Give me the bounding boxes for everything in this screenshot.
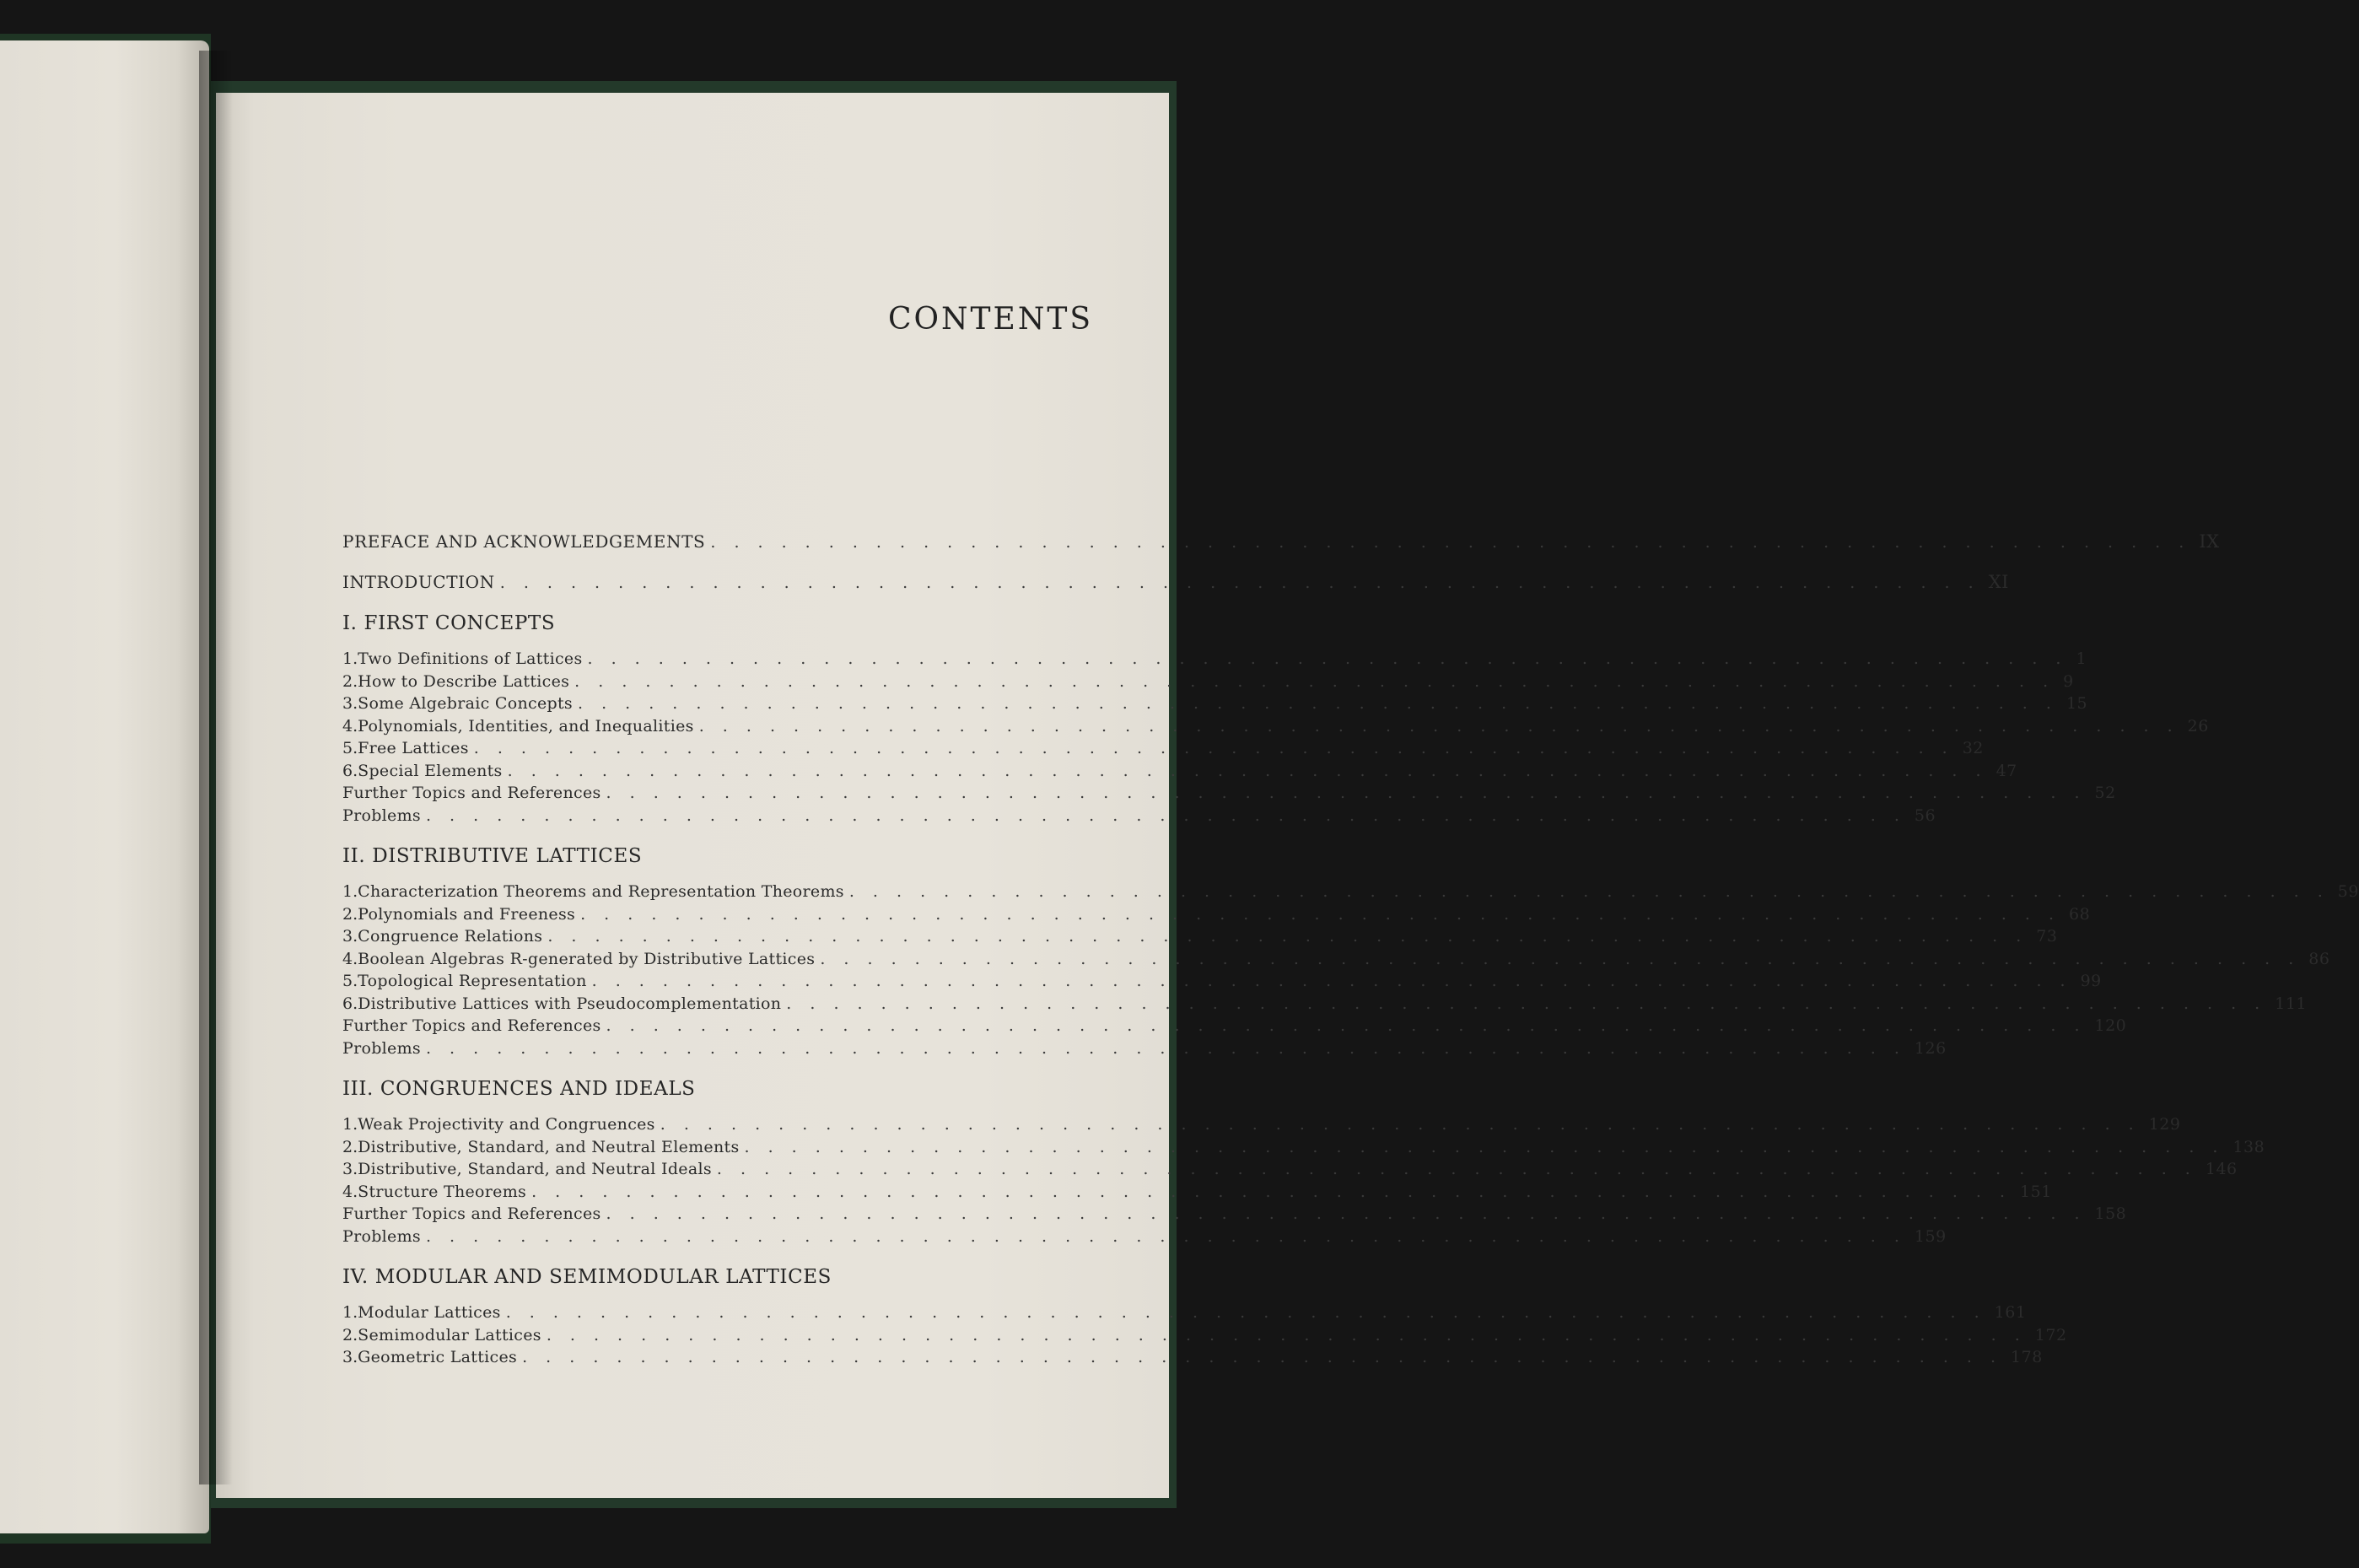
leader-dots: . . . . . . . . . . . . . . . . . . . . . . . . . . . . . . . . . . . . . . . . . . . . . . . . . . . . . . . . . . . . . . . bbox=[547, 927, 2028, 946]
toc-entry[interactable] bbox=[342, 1160, 2238, 1180]
toc-page-number: 59 bbox=[2337, 882, 2359, 901]
toc-entry[interactable] bbox=[342, 1016, 2127, 1037]
toc-entry[interactable] bbox=[342, 694, 2088, 714]
leader-dots: . . . . . . . . . . . . . . . . . . . . . . . . . . . . . . . . . . . . . . . . . . . . . . . . . . . . . . . . . . . . . . . bbox=[786, 994, 2267, 1013]
toc-page-number: 56 bbox=[1914, 806, 1936, 825]
page-title: CONTENTS bbox=[887, 302, 1093, 337]
toc-entry[interactable] bbox=[342, 1137, 2265, 1158]
leader-dots: . . . . . . . . . . . . . . . . . . . . . . . . . . . . . . . . . . . . . . . . . . . . . . . . . . . . . . . . . . . . . . . bbox=[698, 716, 2179, 736]
toc-entry-number: 2. bbox=[342, 1325, 358, 1344]
toc-page-number: 111 bbox=[2275, 994, 2307, 1013]
leader-dots: . . . . . . . . . . . . . . . . . . . . . . . . . . . . . . . . . . . . . . . . . . . . . . . . . . . . . . . . . . . . . . . bbox=[580, 904, 2061, 924]
contents-page bbox=[216, 93, 2359, 1498]
toc-entry-title: INTRODUCTION bbox=[342, 572, 495, 592]
toc-entry[interactable] bbox=[342, 671, 2074, 692]
toc-entry-title: Weak Projectivity and Congruences bbox=[358, 1115, 655, 1134]
toc-entry[interactable] bbox=[342, 972, 2102, 992]
toc-front-entry[interactable] bbox=[342, 531, 2220, 553]
leader-dots: . . . . . . . . . . . . . . . . . . . . . . . . . . . . . . . . . . . . . . . . . . . . . . . . . . . . . . . . . . . . . . . bbox=[577, 694, 2058, 713]
toc-page-number: 178 bbox=[2011, 1348, 2043, 1366]
toc-entry[interactable] bbox=[342, 904, 2091, 925]
toc-entry[interactable] bbox=[342, 716, 2209, 737]
toc-entry[interactable] bbox=[342, 649, 2087, 670]
leader-dots: . . . . . . . . . . . . . . . . . . . . . . . . . . . . . . . . . . . . . . . . . . . . . . . . . . . . . . . . . . . . . . . bbox=[606, 1016, 2087, 1035]
toc-entry-title: Polynomials, Identities, and Inequalities bbox=[358, 716, 694, 736]
toc-entry-number: 1. bbox=[342, 1115, 358, 1134]
leader-dots: . . . . . . . . . . . . . . . . . . . . . . . . . . . . . . . . . . . . . . . . . . . . . . . . . . . . . . . . . . . . . . . bbox=[606, 1204, 2087, 1223]
leader-dots: . . . . . . . . . . . . . . . . . . . . . . . . . . . . . . . . . . . . . . . . . . . . . . . . . . . . . . . . . . . . . . . bbox=[507, 761, 1988, 780]
toc-entry[interactable] bbox=[342, 761, 2017, 782]
toc-page-number: 52 bbox=[2094, 784, 2116, 802]
toc-entry-title: Boolean Algebras R-generated by Distributive Lattices bbox=[358, 949, 816, 968]
toc-entry-number: 3. bbox=[342, 1348, 358, 1366]
leader-dots: . . . . . . . . . . . . . . . . . . . . . . . . . . . . . . . . . . . . . . . . . . . . . . . . . . . . . . . . . . . . . . . bbox=[660, 1115, 2141, 1134]
leader-dots: . . . . . . . . . . . . . . . . . . . . . . . . . . . . . . . . . . . . . . . . . . . . . . . . . . . . . . . . . . . . . . . bbox=[425, 1038, 1906, 1058]
leader-dots: . . . . . . . . . . . . . . . . . . . . . . . . . . . . . . . . . . . . . . . . . . . . . . . . . . . . . . . . . . . . . . . bbox=[522, 1348, 2003, 1366]
leader-dots: . . . . . . . . . . . . . . . . . . . . . . . . . . . . . . . . . . . . . . . . . . . . . . . . . . . . . . . . . . . . . . . bbox=[587, 649, 2068, 668]
leader-dots: . . . . . . . . . . . . . . . . . . . . . . . . . . . . . . . . . . . . . . . . . . . . . . . . . . . . . . . . . . . . . . . bbox=[591, 972, 2072, 990]
toc-entry-title: Geometric Lattices bbox=[358, 1348, 518, 1366]
toc-page-number: 138 bbox=[2232, 1137, 2265, 1156]
toc-entry[interactable] bbox=[342, 739, 1984, 759]
toc-page-number: 99 bbox=[2080, 972, 2102, 990]
toc-entry[interactable] bbox=[342, 949, 2330, 970]
toc-entry-title: Problems bbox=[342, 806, 421, 825]
toc-page-number: 32 bbox=[1962, 739, 1984, 757]
leader-dots: . . . . . . . . . . . . . . . . . . . . . . . . . . . . . . . . . . . . . . . . . . . . . . . . . . . . . . . . . . . . . . . bbox=[710, 533, 2191, 552]
toc-entry-number: 4. bbox=[342, 1182, 358, 1201]
toc-entry-title: PREFACE AND ACKNOWLEDGEMENTS bbox=[342, 531, 706, 552]
leader-dots: . . . . . . . . . . . . . . . . . . . . . . . . . . . . . . . . . . . . . . . . . . . . . . . . . . . . . . . . . . . . . . . bbox=[744, 1137, 2225, 1156]
toc-entry[interactable] bbox=[342, 882, 2359, 903]
toc-page-number: IX bbox=[2199, 531, 2220, 552]
leader-dots: . . . . . . . . . . . . . . . . . . . . . . . . . . . . . . . . . . . . . . . . . . . . . . . . . . . . . . . . . . . . . . . bbox=[531, 1182, 2012, 1201]
toc-front-entry[interactable] bbox=[342, 572, 2009, 594]
toc-entry-number: 1. bbox=[342, 882, 358, 901]
toc-entry-title: Two Definitions of Lattices bbox=[358, 649, 583, 668]
toc-entry-title: Characterization Theorems and Representation Theorems bbox=[358, 882, 844, 901]
toc-entry[interactable] bbox=[342, 1348, 2043, 1368]
leader-dots: . . . . . . . . . . . . . . . . . . . . . . . . . . . . . . . . . . . . . . . . . . . . . . . . . . . . . . . . . . . . . . . bbox=[574, 671, 2055, 691]
toc-entry-number: 1. bbox=[342, 649, 358, 668]
toc-page-number: 47 bbox=[1995, 761, 2017, 780]
toc-entry-title: Some Algebraic Concepts bbox=[358, 694, 573, 713]
toc-entry-title: Distributive, Standard, and Neutral Elements bbox=[358, 1137, 740, 1156]
leader-dots: . . . . . . . . . . . . . . . . . . . . . . . . . . . . . . . . . . . . . . . . . . . . . . . . . . . . . . . . . . . . . . . bbox=[546, 1325, 2027, 1344]
toc-entry-number: 5. bbox=[342, 972, 358, 990]
toc-entry-number: 6. bbox=[342, 994, 358, 1013]
toc-entry-title: Semimodular Lattices bbox=[358, 1325, 541, 1344]
toc-page-number: 126 bbox=[1914, 1038, 1947, 1058]
toc-page-number: 172 bbox=[2034, 1325, 2067, 1344]
leader-dots: . . . . . . . . . . . . . . . . . . . . . . . . . . . . . . . . . . . . . . . . . . . . . . . . . . . . . . . . . . . . . . . bbox=[425, 806, 1906, 825]
toc-entry[interactable] bbox=[342, 927, 2058, 947]
toc-entry-number: 4. bbox=[342, 716, 358, 736]
leader-dots: . . . . . . . . . . . . . . . . . . . . . . . . . . . . . . . . . . . . . . . . . . . . . . . . . . . . . . . . . . . . . . . bbox=[606, 784, 2087, 802]
toc-entry-number: 3. bbox=[342, 694, 358, 713]
toc-entry-number: 2. bbox=[342, 904, 358, 924]
toc-entry-title: Distributive Lattices with Pseudocomplementation bbox=[358, 994, 782, 1013]
toc-entry-title: Topological Representation bbox=[358, 972, 587, 990]
toc-entry-number: 2. bbox=[342, 1137, 358, 1156]
toc-page-number: 120 bbox=[2094, 1016, 2127, 1035]
toc-entry-number: 3. bbox=[342, 1160, 358, 1178]
toc-page-number: 68 bbox=[2069, 904, 2091, 924]
toc-chapter-heading[interactable]: III. CONGRUENCES AND IDEALS bbox=[342, 1078, 696, 1100]
leader-dots: . . . . . . . . . . . . . . . . . . . . . . . . . . . . . . . . . . . . . . . . . . . . . . . . . . . . . . . . . . . . . . . bbox=[716, 1160, 2197, 1178]
toc-page-number: 86 bbox=[2308, 949, 2330, 968]
toc-entry[interactable] bbox=[342, 806, 1936, 827]
toc-entry-number: 1. bbox=[342, 1303, 358, 1322]
toc-entry[interactable] bbox=[342, 1182, 2052, 1203]
toc-entry-title: Special Elements bbox=[358, 761, 503, 780]
toc-entry-title: How to Describe Lattices bbox=[358, 671, 570, 691]
toc-page-number: 129 bbox=[2148, 1115, 2181, 1134]
toc-entry-number: 2. bbox=[342, 671, 358, 691]
toc-entry-title: Congruence Relations bbox=[358, 927, 543, 946]
toc-entry-title: Further Topics and References bbox=[342, 1016, 601, 1035]
toc-chapter-heading[interactable]: I. FIRST CONCEPTS bbox=[342, 612, 556, 634]
toc-entry-number: 6. bbox=[342, 761, 358, 780]
toc-page-number: 151 bbox=[2020, 1182, 2052, 1201]
toc-entry-title: Distributive, Standard, and Neutral Ideals bbox=[358, 1160, 712, 1178]
toc-entry-title: Free Lattices bbox=[358, 739, 469, 757]
toc-entry[interactable] bbox=[342, 1204, 2127, 1225]
toc-page-number: 15 bbox=[2065, 694, 2088, 713]
leader-dots: . . . . . . . . . . . . . . . . . . . . . . . . . . . . . . . . . . . . . . . . . . . . . . . . . . . . . . . . . . . . . . . bbox=[425, 1226, 1906, 1246]
toc-page-number: 26 bbox=[2187, 716, 2209, 736]
toc-page-number: 9 bbox=[2063, 671, 2074, 691]
toc-page-number: 161 bbox=[1994, 1303, 2027, 1322]
left-page bbox=[0, 40, 209, 1533]
toc-page-number: 1 bbox=[2076, 649, 2087, 668]
toc-entry[interactable] bbox=[342, 1226, 1947, 1247]
toc-chapter-heading[interactable]: II. DISTRIBUTIVE LATTICES bbox=[342, 845, 643, 867]
toc-entry-number: 3. bbox=[342, 927, 358, 946]
toc-entry[interactable] bbox=[342, 1115, 2181, 1135]
toc-chapter-heading[interactable]: IV. MODULAR AND SEMIMODULAR LATTICES bbox=[342, 1266, 832, 1288]
toc-entry-title: Further Topics and References bbox=[342, 1204, 601, 1223]
leader-dots: . . . . . . . . . . . . . . . . . . . . . . . . . . . . . . . . . . . . . . . . . . . . . . . . . . . . . . . . . . . . . . . bbox=[848, 882, 2329, 901]
toc-entry-title: Problems bbox=[342, 1226, 421, 1246]
toc-page-number: 158 bbox=[2094, 1204, 2127, 1223]
toc-entry-number: 4. bbox=[342, 949, 358, 968]
toc-page-number: XI bbox=[1988, 572, 2009, 592]
leader-dots: . . . . . . . . . . . . . . . . . . . . . . . . . . . . . . . . . . . . . . . . . . . . . . . . . . . . . . . . . . . . . . . bbox=[820, 949, 2301, 968]
toc-page-number: 146 bbox=[2205, 1160, 2238, 1178]
toc-page-number: 73 bbox=[2036, 927, 2058, 946]
toc-entry[interactable] bbox=[342, 994, 2307, 1015]
toc-entry-title: Further Topics and References bbox=[342, 784, 601, 802]
leader-dots: . . . . . . . . . . . . . . . . . . . . . . . . . . . . . . . . . . . . . . . . . . . . . . . . . . . . . . . . . . . . . . . bbox=[473, 739, 1954, 757]
toc-page-number: 159 bbox=[1914, 1226, 1947, 1246]
toc-entry[interactable] bbox=[342, 784, 2116, 804]
toc-entry[interactable] bbox=[342, 1038, 1947, 1059]
toc-entry-number: 5. bbox=[342, 739, 358, 757]
spine-shadow bbox=[199, 51, 233, 1484]
toc-entry-title: Structure Theorems bbox=[358, 1182, 527, 1201]
toc-entry-title: Modular Lattices bbox=[358, 1303, 501, 1322]
toc-entry[interactable] bbox=[342, 1325, 2067, 1346]
toc-entry-title: Polynomials and Freeness bbox=[358, 904, 576, 924]
leader-dots: . . . . . . . . . . . . . . . . . . . . . . . . . . . . . . . . . . . . . . . . . . . . . . . . . . . . . . . . . . . . . . . bbox=[505, 1303, 1986, 1322]
toc-entry[interactable] bbox=[342, 1303, 2027, 1323]
leader-dots: . . . . . . . . . . . . . . . . . . . . . . . . . . . . . . . . . . . . . . . . . . . . . . . . . . . . . . . . . . . . . . . bbox=[499, 574, 1980, 592]
toc-entry-title: Problems bbox=[342, 1038, 421, 1058]
